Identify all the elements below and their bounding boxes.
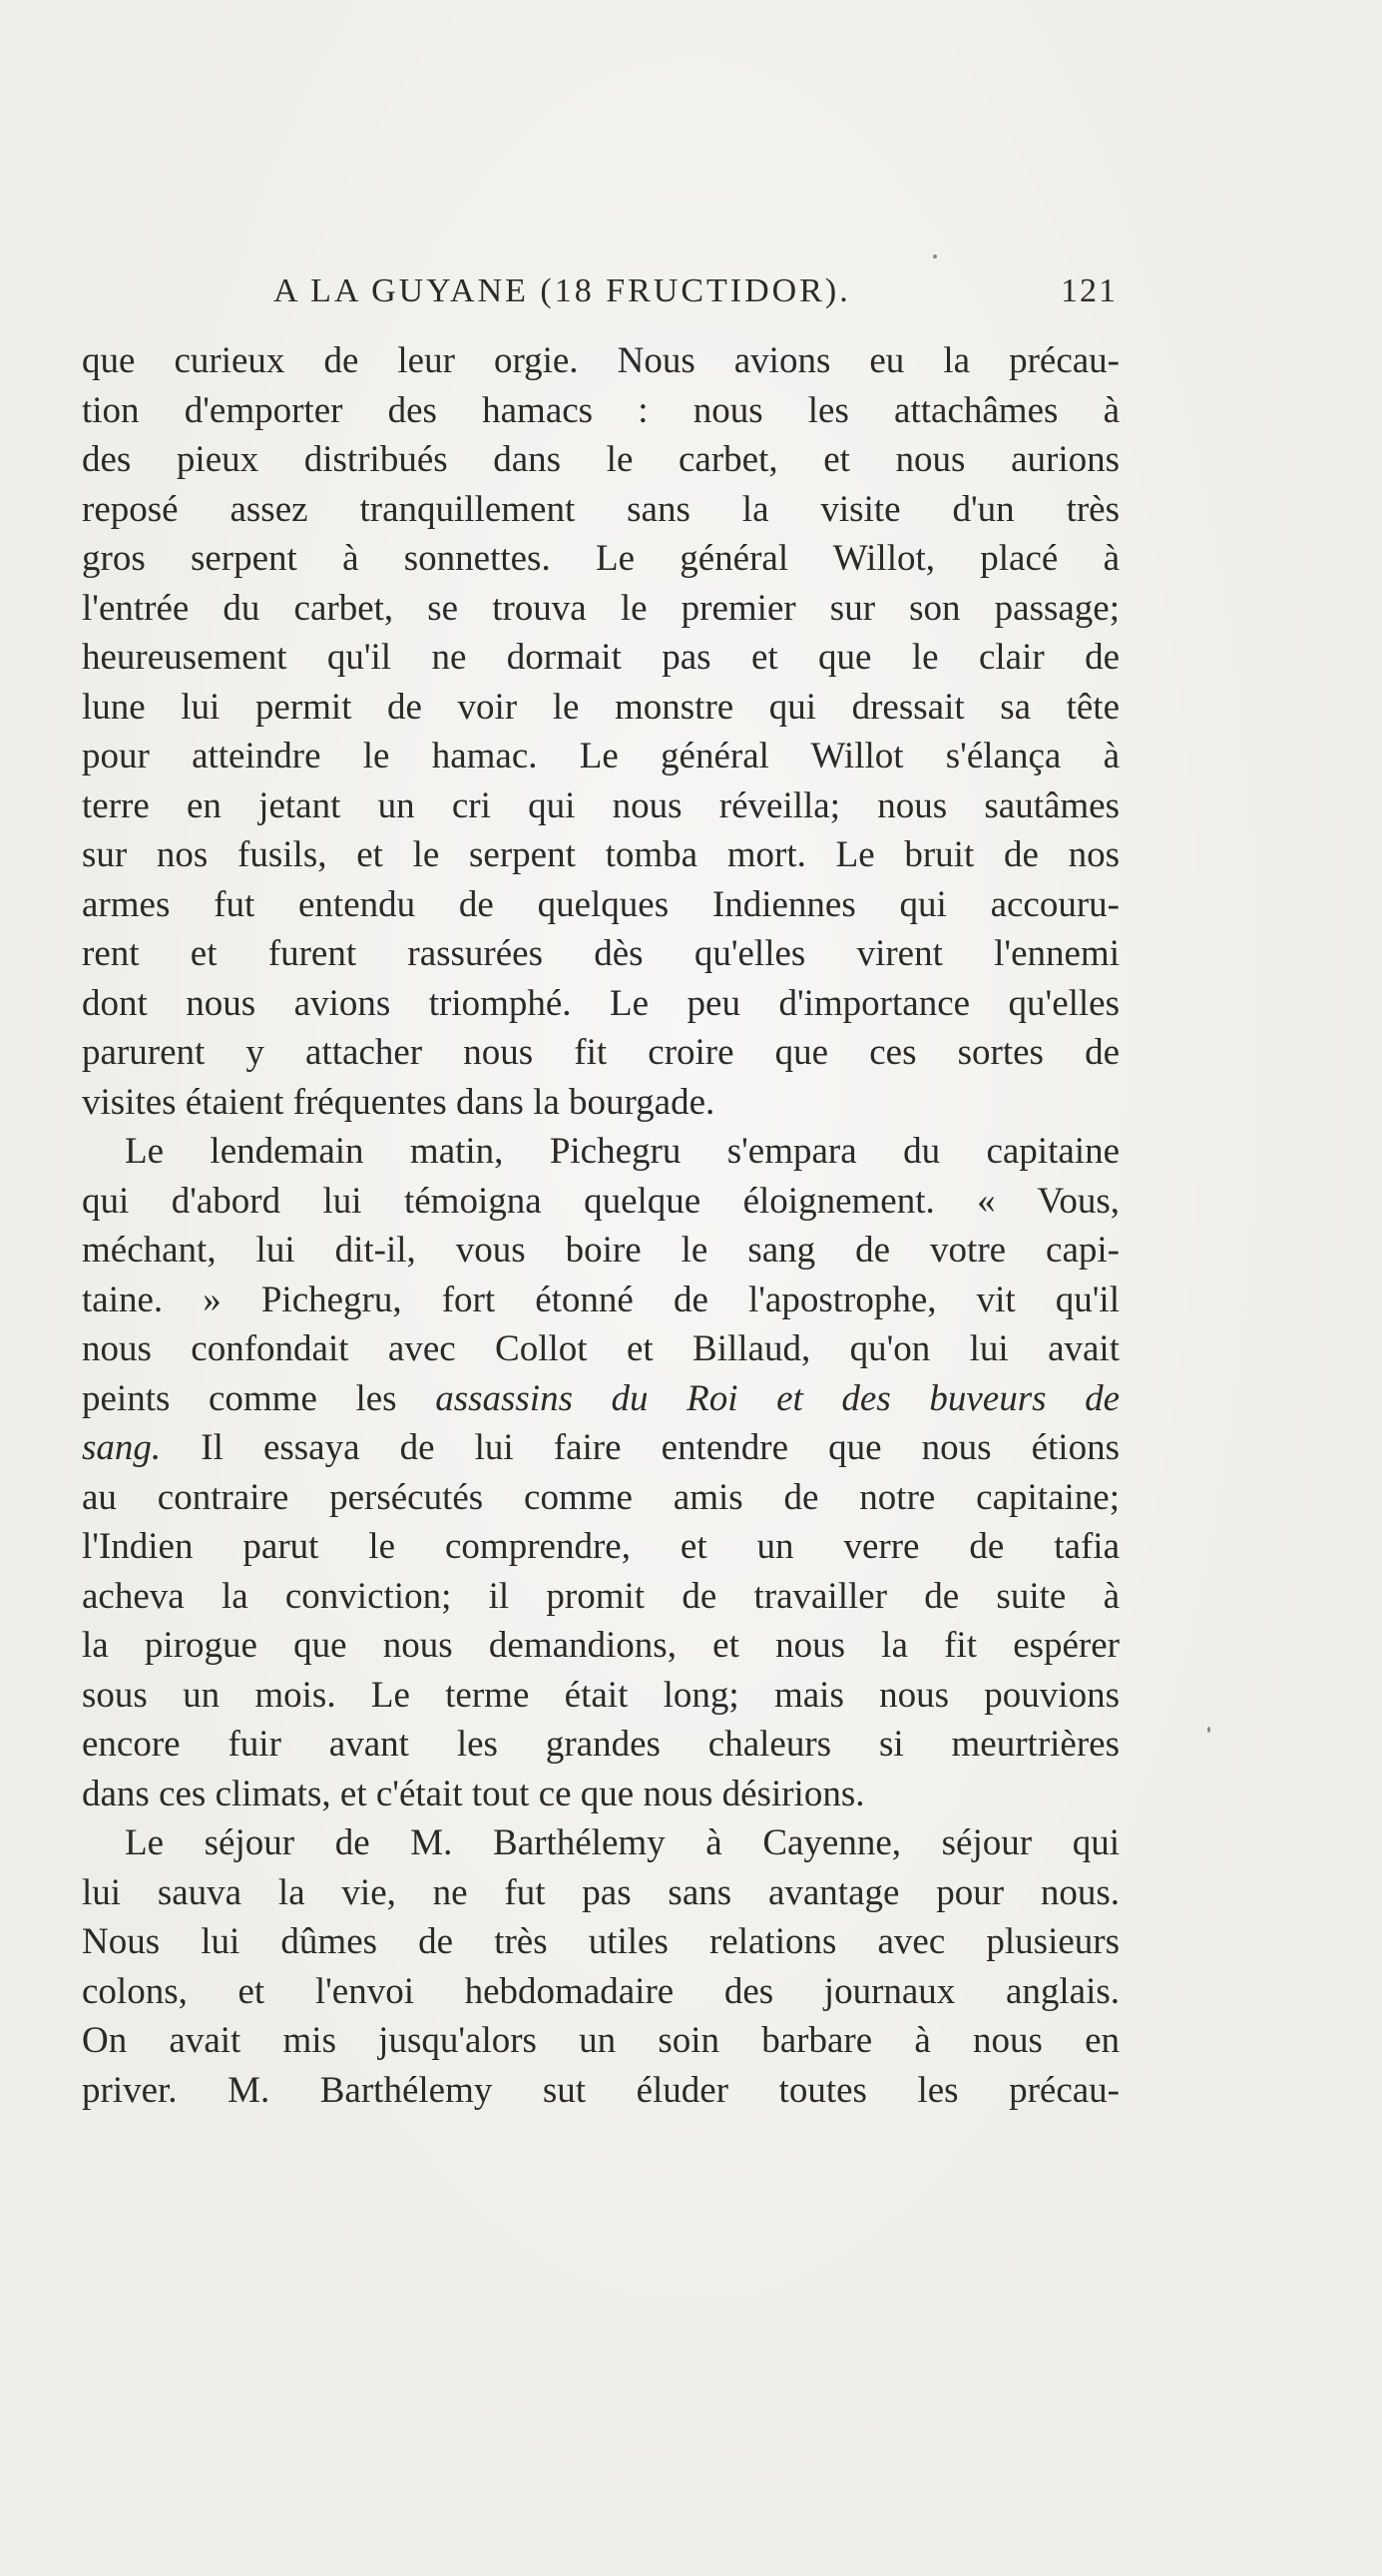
- text-line: qui d'abord lui témoigna quelque éloignement. « Vous,: [82, 1180, 1120, 1222]
- text-line-with-italic: [82, 1423, 1120, 1473]
- text-line: sur nos fusils, et le serpent tomba mort. Le bruit de nos: [82, 834, 1120, 875]
- text-line: dans ces climats, et c'était tout ce que nous désirions.: [82, 1773, 865, 1814]
- text-line: sous un mois. Le terme était long; mais nous pouvions: [82, 1674, 1120, 1716]
- text-line: l'Indien parut le comprendre, et un verre de tafia: [82, 1526, 1120, 1567]
- text-segment: peints comme les: [82, 1377, 397, 1419]
- italic-phrase: sang.: [82, 1427, 162, 1468]
- text-line: Nous lui dûmes de très utiles relations avec plusieurs: [82, 1921, 1120, 1962]
- text-line: l'entrée du carbet, se trouva le premier sur son passage;: [82, 587, 1120, 629]
- text-line: reposé assez tranquillement sans la visite d'un très: [82, 488, 1120, 530]
- ink-speck: [933, 255, 937, 258]
- text-line: priver. M. Barthélemy sut éluder toutes les précau-: [82, 2069, 1120, 2111]
- ink-speck: [1207, 1727, 1210, 1733]
- text-line: acheva la conviction; il promit de travailler de suite à: [82, 1575, 1120, 1617]
- text-line: On avait mis jusqu'alors un soin barbare à nous en: [82, 2020, 1120, 2061]
- text-line: colons, et l'envoi hebdomadaire des journaux anglais.: [82, 1970, 1120, 2012]
- text-line: heureusement qu'il ne dormait pas et que le clair de: [82, 637, 1120, 678]
- page-number: 121: [1061, 272, 1118, 309]
- text-line: lune lui permit de voir le monstre qui dressait sa tête: [82, 686, 1120, 728]
- text-line: Le séjour de M. Barthélemy à Cayenne, séjour qui: [125, 1822, 1120, 1863]
- text-line: parurent y attacher nous fit croire que ces sortes de: [82, 1032, 1120, 1073]
- text-line: dont nous avions triomphé. Le peu d'importance qu'elles: [82, 982, 1120, 1024]
- text-line: la pirogue que nous demandions, et nous la fit espérer: [82, 1625, 1120, 1666]
- text-line: Le lendemain matin, Pichegru s'empara du capitaine: [125, 1131, 1120, 1172]
- text-line: armes fut entendu de quelques Indiennes qui accouru-: [82, 883, 1120, 925]
- running-title: A LA GUYANE (18 FRUCTIDOR).: [273, 272, 851, 309]
- text-line: pour atteindre le hamac. Le général Willot s'élança à: [82, 736, 1120, 776]
- text-line: méchant, lui dit-il, vous boire le sang de votre capi-: [82, 1230, 1120, 1271]
- text-line: des pieux distribués dans le carbet, et nous aurions: [82, 439, 1120, 480]
- text-line: au contraire persécutés comme amis de notre capitaine;: [82, 1476, 1120, 1518]
- italic-phrase: assassins du Roi et des buveurs de: [435, 1377, 1121, 1419]
- text-line: que curieux de leur orgie. Nous avions eu la précau-: [82, 340, 1120, 381]
- text-line: visites étaient fréquentes dans la bourgade.: [82, 1081, 715, 1123]
- body-text: [82, 336, 1120, 2115]
- text-line: taine. » Pichegru, fort étonné de l'apostrophe, vit qu'il: [82, 1279, 1120, 1320]
- text-line-with-italic: [82, 1374, 1120, 1424]
- text-line: gros serpent à sonnettes. Le général Willot, placé à: [82, 538, 1120, 579]
- text-line: encore fuir avant les grandes chaleurs si meurtrières: [82, 1724, 1120, 1765]
- text-line: nous confondait avec Collot et Billaud, qu'on lui avait: [82, 1328, 1120, 1369]
- running-header: [80, 261, 1118, 321]
- text-line: tion d'emporter des hamacs : nous les attachâmes à: [82, 389, 1120, 431]
- text-segment: Il essaya de lui faire entendre que nous étions: [201, 1427, 1120, 1468]
- text-line: lui sauva la vie, ne fut pas sans avantage pour nous.: [82, 1871, 1120, 1913]
- text-line: rent et furent rassurées dès qu'elles virent l'ennemi: [82, 933, 1120, 974]
- text-line: terre en jetant un cri qui nous réveilla; nous sautâmes: [82, 784, 1120, 826]
